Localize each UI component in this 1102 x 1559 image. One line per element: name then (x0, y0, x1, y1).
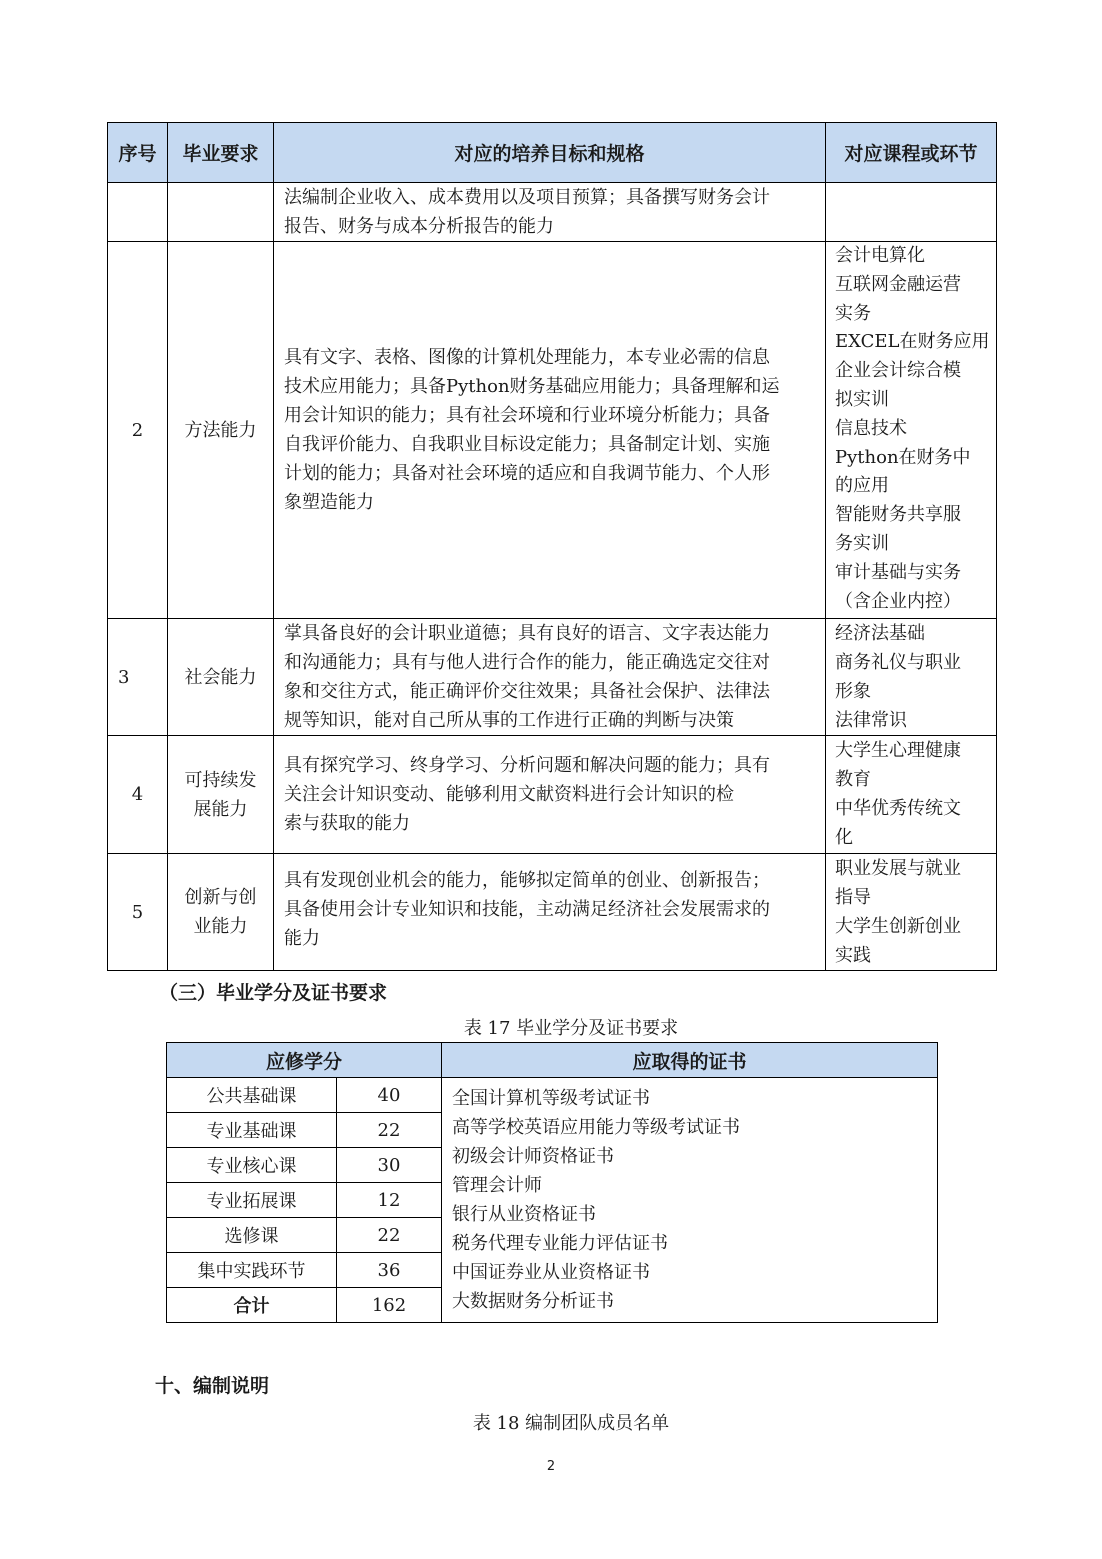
cell-no (108, 183, 168, 242)
credit-value: 30 (337, 1148, 442, 1183)
cell-goal (274, 242, 826, 619)
table-header-row (167, 1043, 938, 1078)
cell-requirement (168, 242, 274, 619)
cell-goal-line: 报告、财务与成本分析报告的能力 (284, 216, 554, 237)
cell-requirement (168, 736, 274, 854)
credit-value: 22 (337, 1113, 442, 1148)
cell-courses-line: 法律常识 (835, 710, 907, 731)
cell-courses-line: 智能财务共享服 (835, 504, 961, 526)
section-title-compilation: 十、编制说明 (155, 1375, 270, 1397)
cell-requirement (168, 183, 274, 242)
cell-courses-line: Python在财务中 (835, 446, 971, 468)
cell-courses-line: 商务礼仪与职业 (835, 652, 961, 673)
table-row (108, 736, 997, 854)
cell-courses (826, 183, 997, 242)
credit-value: 22 (337, 1218, 442, 1253)
table-row (108, 183, 997, 242)
credit-value: 40 (337, 1078, 442, 1113)
cell-no: 4 (108, 736, 168, 854)
cell-requirement-line: 展能力 (193, 798, 248, 820)
cell-courses-line: 教育 (835, 769, 871, 790)
cell-goal-line: 具备使用会计专业知识和技能，主动满足经济社会发展需求的 (284, 899, 770, 920)
credit-category: 专业拓展课 (167, 1183, 337, 1218)
cell-courses-line: 实践 (835, 945, 871, 966)
cell-goal-line: 用会计知识的能力；具有社会环境和行业环境分析能力；具备 (284, 405, 770, 426)
cell-courses-line: 中华优秀传统文 (835, 798, 961, 819)
cell-goal-line: 象和交往方式，能正确评价交往效果；具备社会保护、法律法 (284, 681, 770, 702)
cell-courses-line: 大学生创新创业 (835, 916, 961, 937)
cell-goal (274, 183, 826, 242)
cell-goal-line: 技术应用能力；具备Python财务基础应用能力；具备理解和运 (284, 376, 780, 397)
cell-courses-line: EXCEL在财务应用 (835, 331, 990, 353)
cell-requirement-line: 可持续发 (184, 769, 257, 791)
cell-requirement-line: 业能力 (193, 916, 248, 937)
header-goal: 对应的培养目标和规格 (274, 123, 826, 183)
cell-courses (826, 242, 997, 619)
certificate-item: 银行从业资格证书 (452, 1204, 597, 1225)
header-requirement: 毕业要求 (168, 123, 274, 183)
cell-goal-line: 计划的能力；具备对社会环境的适应和自我调节能力、个人形 (284, 463, 770, 484)
cell-goal (274, 736, 826, 854)
table-row (108, 854, 997, 971)
cell-courses-line: 实务 (835, 302, 871, 324)
cell-courses-line: 大学生心理健康 (835, 740, 961, 761)
cell-goal-line: 法编制企业收入、成本费用以及项目预算；具备撰写财务会计 (284, 187, 770, 208)
cell-requirement-line: 创新与创 (184, 887, 257, 908)
cell-goal-line: 象塑造能力 (284, 492, 374, 513)
credit-category: 公共基础课 (167, 1078, 337, 1113)
cell-goal (274, 619, 826, 736)
certificate-item: 大数据财务分析证书 (452, 1291, 615, 1312)
cell-no: 3 (108, 619, 168, 736)
cell-requirement (168, 854, 274, 971)
cell-goal-line: 规等知识，能对自己所从事的工作进行正确的判断与决策 (284, 710, 734, 731)
cell-courses (826, 854, 997, 971)
cell-goal-line: 自我评价能力、自我职业目标设定能力；具备制定计划、实施 (284, 434, 770, 455)
credit-value: 162 (337, 1288, 442, 1323)
cell-no: 2 (108, 242, 168, 619)
certificate-item: 高等学校英语应用能力等级考试证书 (452, 1117, 741, 1138)
certificates-cell (442, 1078, 938, 1323)
cell-courses-line: （含企业内控） (835, 590, 961, 612)
cell-goal-line: 索与获取的能力 (284, 813, 410, 834)
credit-category: 集中实践环节 (167, 1253, 337, 1288)
cell-goal-line: 具有发现创业机会的能力，能够拟定简单的创业、创新报告； (284, 870, 770, 891)
section-title-credits: （三）毕业学分及证书要求 (159, 982, 388, 1004)
credit-category: 合计 (167, 1288, 337, 1323)
cell-courses-line: 务实训 (835, 532, 889, 554)
cell-requirement (168, 619, 274, 736)
cell-courses-line: 拟实训 (835, 388, 889, 410)
cell-goal-line: 掌具备良好的会计职业道德；具有良好的语言、文字表达能力 (284, 623, 770, 644)
credits-certificates-table (166, 1042, 938, 1323)
certificate-item: 管理会计师 (452, 1175, 543, 1196)
cell-courses (826, 619, 997, 736)
table17-caption: 表 17 毕业学分及证书要求 (463, 1018, 679, 1039)
cell-courses-line: 互联网金融运营 (835, 273, 961, 295)
cell-courses-line: 职业发展与就业 (835, 858, 961, 879)
table18-caption: 表 18 编制团队成员名单 (472, 1413, 670, 1434)
page-number: 2 (546, 1459, 556, 1474)
credit-category: 选修课 (167, 1218, 337, 1253)
table-row (108, 619, 997, 736)
cell-courses-line: 审计基础与实务 (835, 561, 961, 583)
cell-goal-line: 和沟通能力；具有与他人进行合作的能力，能正确选定交往对 (284, 652, 770, 673)
header-courses: 对应课程或环节 (826, 123, 997, 183)
cell-goal (274, 854, 826, 971)
header-certificates: 应取得的证书 (442, 1043, 938, 1078)
table-header-row (108, 123, 997, 183)
credit-value: 36 (337, 1253, 442, 1288)
cell-requirement-line: 社会能力 (184, 666, 257, 688)
cell-courses-line: 化 (835, 827, 853, 848)
certificate-item: 初级会计师资格证书 (452, 1146, 615, 1167)
cell-courses-line: 形象 (835, 681, 871, 702)
graduation-requirements-table (107, 122, 997, 971)
certificate-item: 全国计算机等级考试证书 (452, 1088, 651, 1109)
cell-no: 5 (108, 854, 168, 971)
cell-goal-line: 能力 (284, 928, 320, 949)
credit-value: 12 (337, 1183, 442, 1218)
certificate-item: 中国证券业从业资格证书 (452, 1262, 651, 1283)
table-row (108, 242, 997, 619)
cell-courses-line: 会计电算化 (835, 245, 925, 266)
cell-goal-line: 关注会计知识变动、能够利用文献资料进行会计知识的检 (284, 784, 734, 805)
cell-courses-line: 的应用 (835, 475, 889, 497)
credit-category: 专业基础课 (167, 1113, 337, 1148)
cell-requirement-line: 方法能力 (184, 419, 257, 441)
cell-courses-line: 经济法基础 (835, 623, 925, 644)
header-no: 序号 (108, 123, 168, 183)
cell-courses-line: 信息技术 (835, 417, 907, 439)
header-credits: 应修学分 (167, 1043, 442, 1078)
table-row (167, 1078, 938, 1113)
credit-category: 专业核心课 (167, 1148, 337, 1183)
cell-goal-line: 具有探究学习、终身学习、分析问题和解决问题的能力；具有 (284, 755, 770, 776)
cell-courses-line: 指导 (835, 887, 871, 908)
cell-courses (826, 736, 997, 854)
certificate-item: 税务代理专业能力评估证书 (452, 1233, 669, 1254)
cell-goal-line: 具有文字、表格、图像的计算机处理能力，本专业必需的信息 (284, 347, 770, 368)
cell-courses-line: 企业会计综合模 (835, 360, 961, 382)
